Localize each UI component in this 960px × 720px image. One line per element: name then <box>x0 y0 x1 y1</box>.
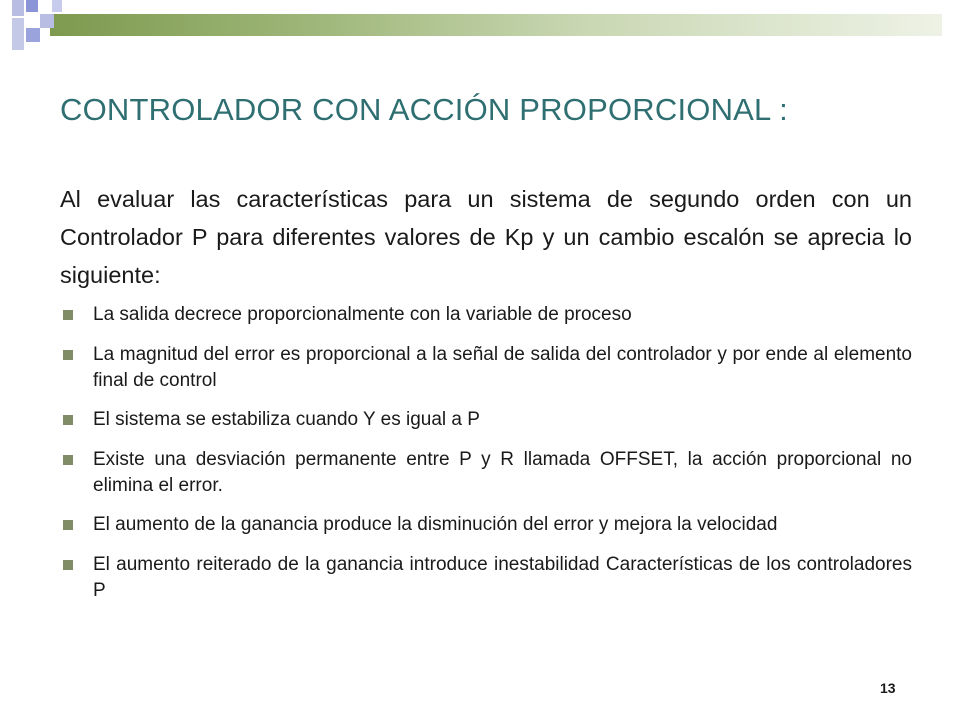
bullet-item <box>60 302 912 328</box>
bullet-text: Existe una desviación permanente entre P y R llamada OFFSET, la acción proporcional no elimina el error. <box>93 448 912 496</box>
bullet-list <box>60 302 912 617</box>
decorative-square <box>26 0 38 12</box>
square-bullet-icon <box>63 350 73 360</box>
square-bullet-icon <box>63 520 73 530</box>
bullet-text: El sistema se estabiliza cuando Y es igual a P <box>93 409 480 430</box>
header-decorative-band <box>50 14 942 36</box>
intro-paragraph: Al evaluar las características para un sistema de segundo orden con un Controlador P para diferentes valores de Kp y un cambio escalón se aprecia lo siguiente: <box>60 186 912 288</box>
square-bullet-icon <box>63 415 73 425</box>
bullet-item <box>60 447 912 499</box>
bullet-text: El aumento reiterado de la ganancia introduce inestabilidad Características de los controladores P <box>93 553 912 601</box>
bullet-item <box>60 407 912 433</box>
bullet-item <box>60 512 912 538</box>
bullet-item <box>60 342 912 394</box>
decorative-square <box>52 0 62 12</box>
square-bullet-icon <box>63 455 73 465</box>
decorative-square <box>26 28 40 42</box>
decorative-square <box>40 14 54 28</box>
page-number: 13 <box>880 680 896 696</box>
decorative-square <box>12 18 24 50</box>
bullet-text: El aumento de la ganancia produce la disminución del error y mejora la velocidad <box>93 514 778 535</box>
bullet-item <box>60 552 912 604</box>
slide-title: CONTROLADOR CON ACCIÓN PROPORCIONAL : <box>60 92 788 127</box>
bullet-text: La magnitud del error es proporcional a la señal de salida del controlador y por ende al elemento final de control <box>93 343 912 391</box>
decorative-square <box>12 0 24 16</box>
square-bullet-icon <box>63 560 73 570</box>
bullet-text: La salida decrece proporcionalmente con la variable de proceso <box>93 304 632 325</box>
square-bullet-icon <box>63 310 73 320</box>
